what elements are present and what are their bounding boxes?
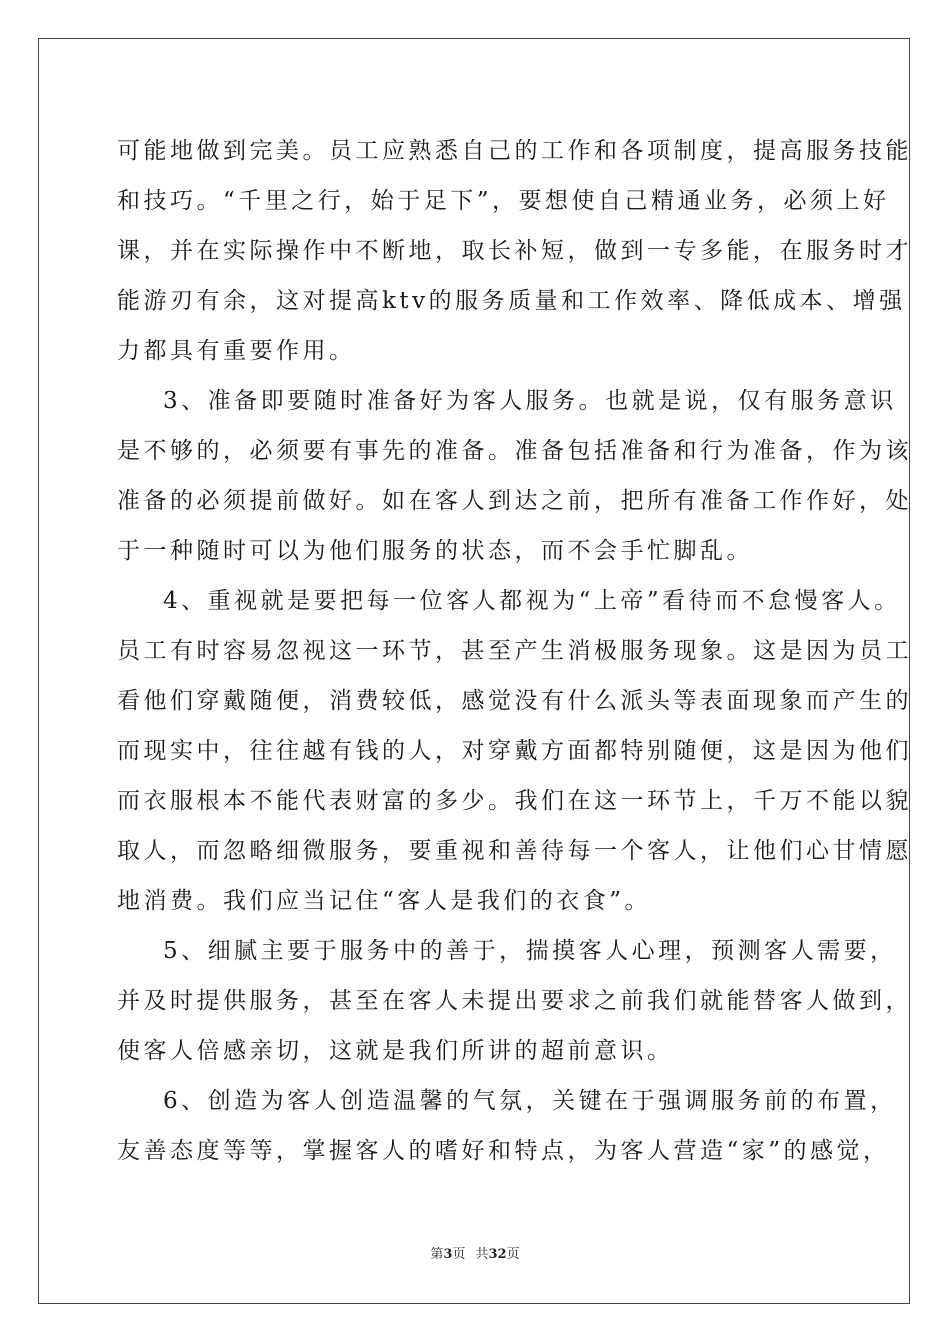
text-line: 6、创造为客人创造温馨的气氛，关键在于强调服务前的布置， (163, 1088, 897, 1114)
text-line: 友善态度等等，掌握客人的嗜好和特点，为客人营造“家”的感觉， (117, 1138, 890, 1164)
current-page-number: 3 (443, 1247, 453, 1262)
text-line: 而衣服根本不能代表财富的多少。我们在这一环节上，千万不能以貌 (117, 788, 912, 814)
page-footer (0, 1246, 950, 1264)
total-page-count: 32 (488, 1247, 507, 1262)
footer-prefix: 第 (430, 1247, 444, 1262)
text-line: 于一种随时可以为他们服务的状态，而不会手忙脚乱。 (117, 538, 753, 564)
footer-total-prefix: 共 (475, 1247, 489, 1262)
text-line: 力都具有重要作用。 (117, 338, 356, 364)
text-line: 4、重视就是要把每一位客人都视为“上帝”看待而不怠慢客人。 (163, 588, 901, 614)
text-line: 使客人倍感亲切，这就是我们所讲的超前意识。 (117, 1038, 674, 1064)
text-line: 3、准备即要随时准备好为客人服务。也就是说，仅有服务意识 (163, 388, 897, 414)
text-line: 准备的必须提前做好。如在客人到达之前，把所有准备工作作好，处 (117, 488, 912, 514)
text-line: 取人，而忽略细微服务，要重视和善待每一个客人，让他们心甘情愿 (117, 838, 912, 864)
text-line: 并及时提供服务，甚至在客人未提出要求之前我们就能替客人做到， (117, 988, 912, 1014)
text-line: 员工有时容易忽视这一环节，甚至产生消极服务现象。这是因为员工 (117, 638, 912, 664)
text-line: 课，并在实际操作中不断地，取长补短，做到一专多能，在服务时才 (117, 238, 912, 264)
text-line: 可能地做到完美。员工应熟悉自己的工作和各项制度，提高服务技能 (117, 138, 912, 164)
text-line: 地消费。我们应当记住“客人是我们的衣食”。 (117, 888, 652, 914)
text-line: 和技巧。“千里之行，始于足下”，要想使自己精通业务，必须上好 (117, 188, 890, 214)
text-line: 看他们穿戴随便，消费较低，感觉没有什么派头等表面现象而产生的 (117, 688, 912, 714)
text-line: 是不够的，必须要有事先的准备。准备包括准备和行为准备，作为该 (117, 438, 912, 464)
footer-total-suffix: 页 (506, 1247, 520, 1262)
footer-page-suffix: 页 (452, 1247, 466, 1262)
text-line: 而现实中，往往越有钱的人，对穿戴方面都特别随便，这是因为他们 (117, 738, 912, 764)
text-line: 能游刃有余，这对提高ktv的服务质量和工作效率、降低成本、增强 (117, 288, 906, 314)
text-line: 5、细腻主要于服务中的善于，揣摸客人心理，预测客人需要， (163, 938, 897, 964)
